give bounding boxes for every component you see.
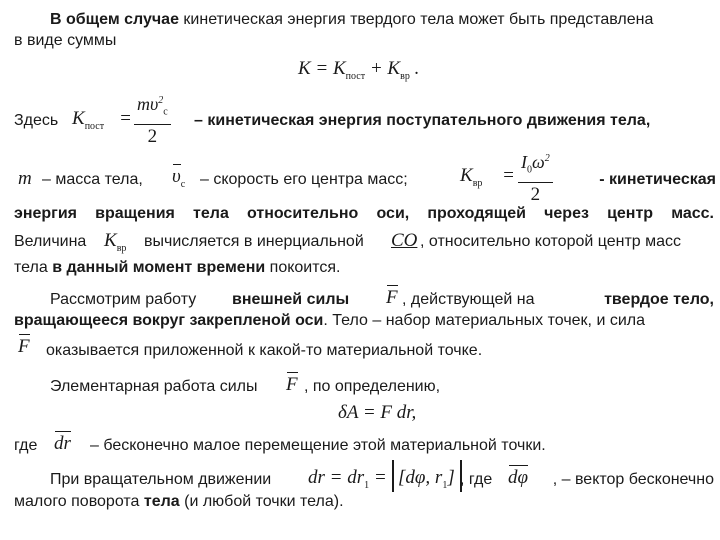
label-here: Здесь	[14, 112, 59, 129]
formula-elementary-work: δA = F dr,	[338, 402, 417, 423]
applied-point-text: оказывается приложенной к какой-то материальной точке.	[46, 342, 483, 359]
paragraph-intro-line1	[14, 10, 714, 30]
center-mass-text: , относительно которой центр масс	[420, 233, 682, 250]
paragraph-rest-line: тела в данный момент времени покоится.	[14, 259, 341, 276]
symbol-co: СО	[391, 230, 418, 251]
symbol-force-3: F	[286, 374, 298, 395]
formula-kpost-eq: =	[119, 108, 132, 129]
formula-kinetic-sum: $K = K_{пост} + K_{вр}$ .	[298, 58, 420, 82]
acting-text: , действующей на	[402, 291, 535, 308]
symbol-force: F	[386, 287, 398, 308]
formula-kvr-eq: =	[502, 165, 515, 186]
rigid-body-bold: твердое тело,	[604, 291, 714, 308]
mass-description: – масса тела,	[42, 171, 143, 188]
kvr-description-end: энергия вращения тела относительно оси, проходящей через центр масс.	[14, 205, 714, 222]
symbol-kvr: $K_{вр}$	[104, 230, 127, 254]
by-definition-text: , по определению,	[304, 378, 441, 395]
inertial-text: вычисляется в инерциальной	[144, 233, 364, 250]
symbol-mass: m	[18, 168, 32, 189]
symbol-force-2: F	[18, 336, 30, 357]
kvr-description-start: - кинетическая	[599, 171, 716, 188]
formula-kvr-lhs: $K_{вр}$	[460, 165, 483, 189]
where-label: где	[14, 437, 38, 454]
formula-kvr-fraction: $\frac{I_0\omega^2}{2}$	[518, 148, 553, 207]
small-rotation-line: малого поворота тела (и любой точки тела).	[14, 493, 344, 510]
symbol-velocity: $\upsilon_c$	[172, 166, 186, 190]
rotation-axis-line: вращающееся вокруг закрепленой оси. Тело – набор материальных точек, и сила	[14, 312, 645, 329]
where-label-2: , где	[460, 471, 493, 488]
formula-kpost-lhs: $K_{пост}$	[72, 108, 105, 132]
intro-bold: В общем случае	[50, 11, 179, 28]
symbol-dr: dr	[54, 433, 71, 454]
symbol-dphi: dφ	[508, 467, 529, 488]
elementary-work-text: Элементарная работа силы	[50, 378, 258, 395]
formula-cross-product: [dφ, $r_1$]	[398, 467, 455, 491]
consider-text: Рассмотрим работу	[50, 291, 197, 308]
kpost-description: – кинетическая энергия поступательного движения тела,	[194, 112, 651, 129]
rotational-motion-text: При вращательном движении	[50, 471, 272, 488]
intro-text: кинетическая энергия твердого тела может быть представлена	[178, 11, 654, 28]
displacement-text: – бесконечно малое перемещение этой материальной точки.	[90, 437, 546, 454]
external-force-bold: внешней силы	[232, 291, 350, 308]
paragraph-intro-line2: в виде суммы	[14, 32, 117, 49]
magnitude-label: Величина	[14, 233, 87, 250]
velocity-description: – скорость его центра масс;	[200, 171, 408, 188]
formula-dr: dr = $dr_1$ =	[308, 467, 387, 491]
formula-kpost-fraction: $\frac{m\upsilon^2_c}{2}$	[134, 90, 171, 149]
infinite-vector-text: , – вектор бесконечно	[552, 471, 714, 488]
